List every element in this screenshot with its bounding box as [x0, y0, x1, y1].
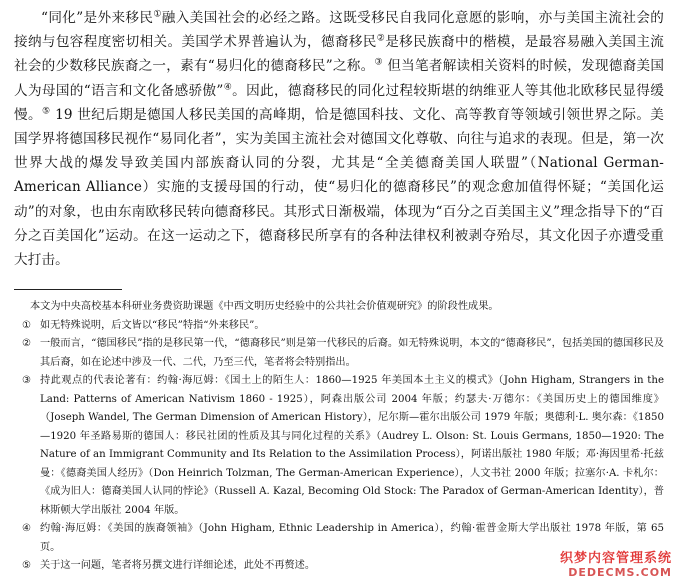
footnote-ref-5[interactable]: ⑤	[41, 106, 51, 117]
body-paragraph	[14, 6, 664, 272]
paragraph-text: 但当笔者解读相关资料的时候，发现德裔美国人为母国的“语言和文化备感骄傲”	[14, 58, 665, 99]
footnote-1	[14, 317, 664, 336]
main-text	[14, 6, 664, 272]
paragraph-text: “同化”是外来移民	[41, 10, 154, 26]
paragraph-text: 19 世纪后期是德国人移民美国的高峰期，恰是德国科技、文化、高等教育等领域引领世界之际。美国学界将德国移民视作“易同化者”，实为美国主流社会对德国文化尊敬、向往与追求的表现。但是，第一次世界大战的爆发导致美国内部族裔认同的分裂，尤其是“全美德裔美国人联盟”（National German-American Alliance）实施的支援母国的行动，使“易归化的德裔移民”的观念愈加值得怀疑；“美国化运动”的对象，也由东南欧移民转向德裔移民。其形式日渐极端，体现为“百分之百美国主义”理念指导下的“百分之百美国化”运动。在这一运动之下，德裔移民所享有的各种法律权利被剥夺殆尽，其文化因子亦遭受重大打击。	[14, 106, 664, 269]
footnote-3	[14, 372, 664, 520]
watermark	[560, 547, 672, 579]
paragraph-text: 是移民族裔中的楷模，是最容易融入美国主流社会的少数移民族裔之一，素有“易归化的德裔移民”之称。	[14, 34, 664, 75]
footnote-number: ②	[22, 338, 32, 349]
footnote-text: 如无特殊说明，后文皆以“移民”特指“外来移民”。	[40, 319, 265, 331]
footnote-number: ①	[22, 319, 32, 331]
footnote-2	[14, 335, 664, 372]
watermark-en: DEDECMS.COM	[568, 566, 672, 579]
footnote-number: ④	[22, 523, 32, 534]
watermark-cn: 织梦内容管理系统	[559, 551, 672, 566]
footnote-ref-3[interactable]: ③	[374, 57, 383, 68]
footnote-ref-2[interactable]: ②	[376, 33, 386, 44]
paragraph-text: 融入美国社会的必经之路。这既受移民自我同化意愿的影响，亦与美国主流社会的接纳与包容程度密切相关。美国学术界普遍认为，德裔移民	[14, 10, 664, 51]
footnote-text: 持此观点的代表论著有：约翰·海厄姆：《国土上的陌生人：1860—1925 年美国本土主义的模式》（John Higham, Strangers in the Land: Patterns of American Nativism 1860 - 1925），阿森出版公司 2004 年版；约瑟夫·万德尔：《美国历史上的德国维度》（Joseph Wandel, The German Dimension of American History），尼尔斯—霍尔出版公司 1979 年版；奥德利·L. 奥尔森：《1850—1920 年圣路易斯的德国人：移民社团的性质及其与同化过程的关系》（Audrey L. Olson: St. Louis Germans, 1850—1920: The Nature of an Immigrant Community and Its Relation to the Assimilation Process），阿诺出版社 1980 年版；邓·海因里希·托兹曼：《德裔美国人经历》（Don Heinrich Tolzman, The German-American Experience），人文书社 2000 年版；拉塞尔·A. 卡札尔：《成为旧人：德裔美国人认同的悖论》（Russell A. Kazal, Becoming Old Stock: The Paradox of German-American Identity），普林斯顿大学出版社 2004 年版。	[40, 375, 664, 516]
footnote-ref-1[interactable]: ①	[153, 9, 162, 20]
footnote-text: 一般而言，“德国移民”指的是移民第一代，“德裔移民”则是第一代移民的后裔。如无特殊说明，本文的“德裔移民”，包括美国的德国移民及其后裔，如在论述中涉及一代、二代，乃至三代，笔者将会特别指出。	[40, 338, 664, 368]
footnote-text: 关于这一问题，笔者将另撰文进行详细论述，此处不再赘述。	[40, 560, 316, 571]
footnote-ref-4[interactable]: ④	[223, 82, 233, 93]
footnotes	[14, 298, 664, 576]
footnote-number: ⑤	[22, 560, 32, 571]
footnote-number: ③	[22, 375, 32, 386]
footnote-text: 约翰·海厄姆：《美国的族裔领袖》（John Higham, Ethnic Leadership in America），约翰·霍普金斯大学出版社 1978 年版，第 65 页。	[40, 523, 664, 553]
funding-note: 本文为中央高校基本科研业务费资助课题《中西文明历史经验中的公共社会价值观研究》的阶段性成果。	[30, 301, 499, 312]
footnote-divider	[14, 289, 122, 290]
paragraph-text: 。因此，德裔移民的同化过程较斯堪的纳维亚人等其他北欧移民显得缓慢。	[14, 82, 665, 123]
